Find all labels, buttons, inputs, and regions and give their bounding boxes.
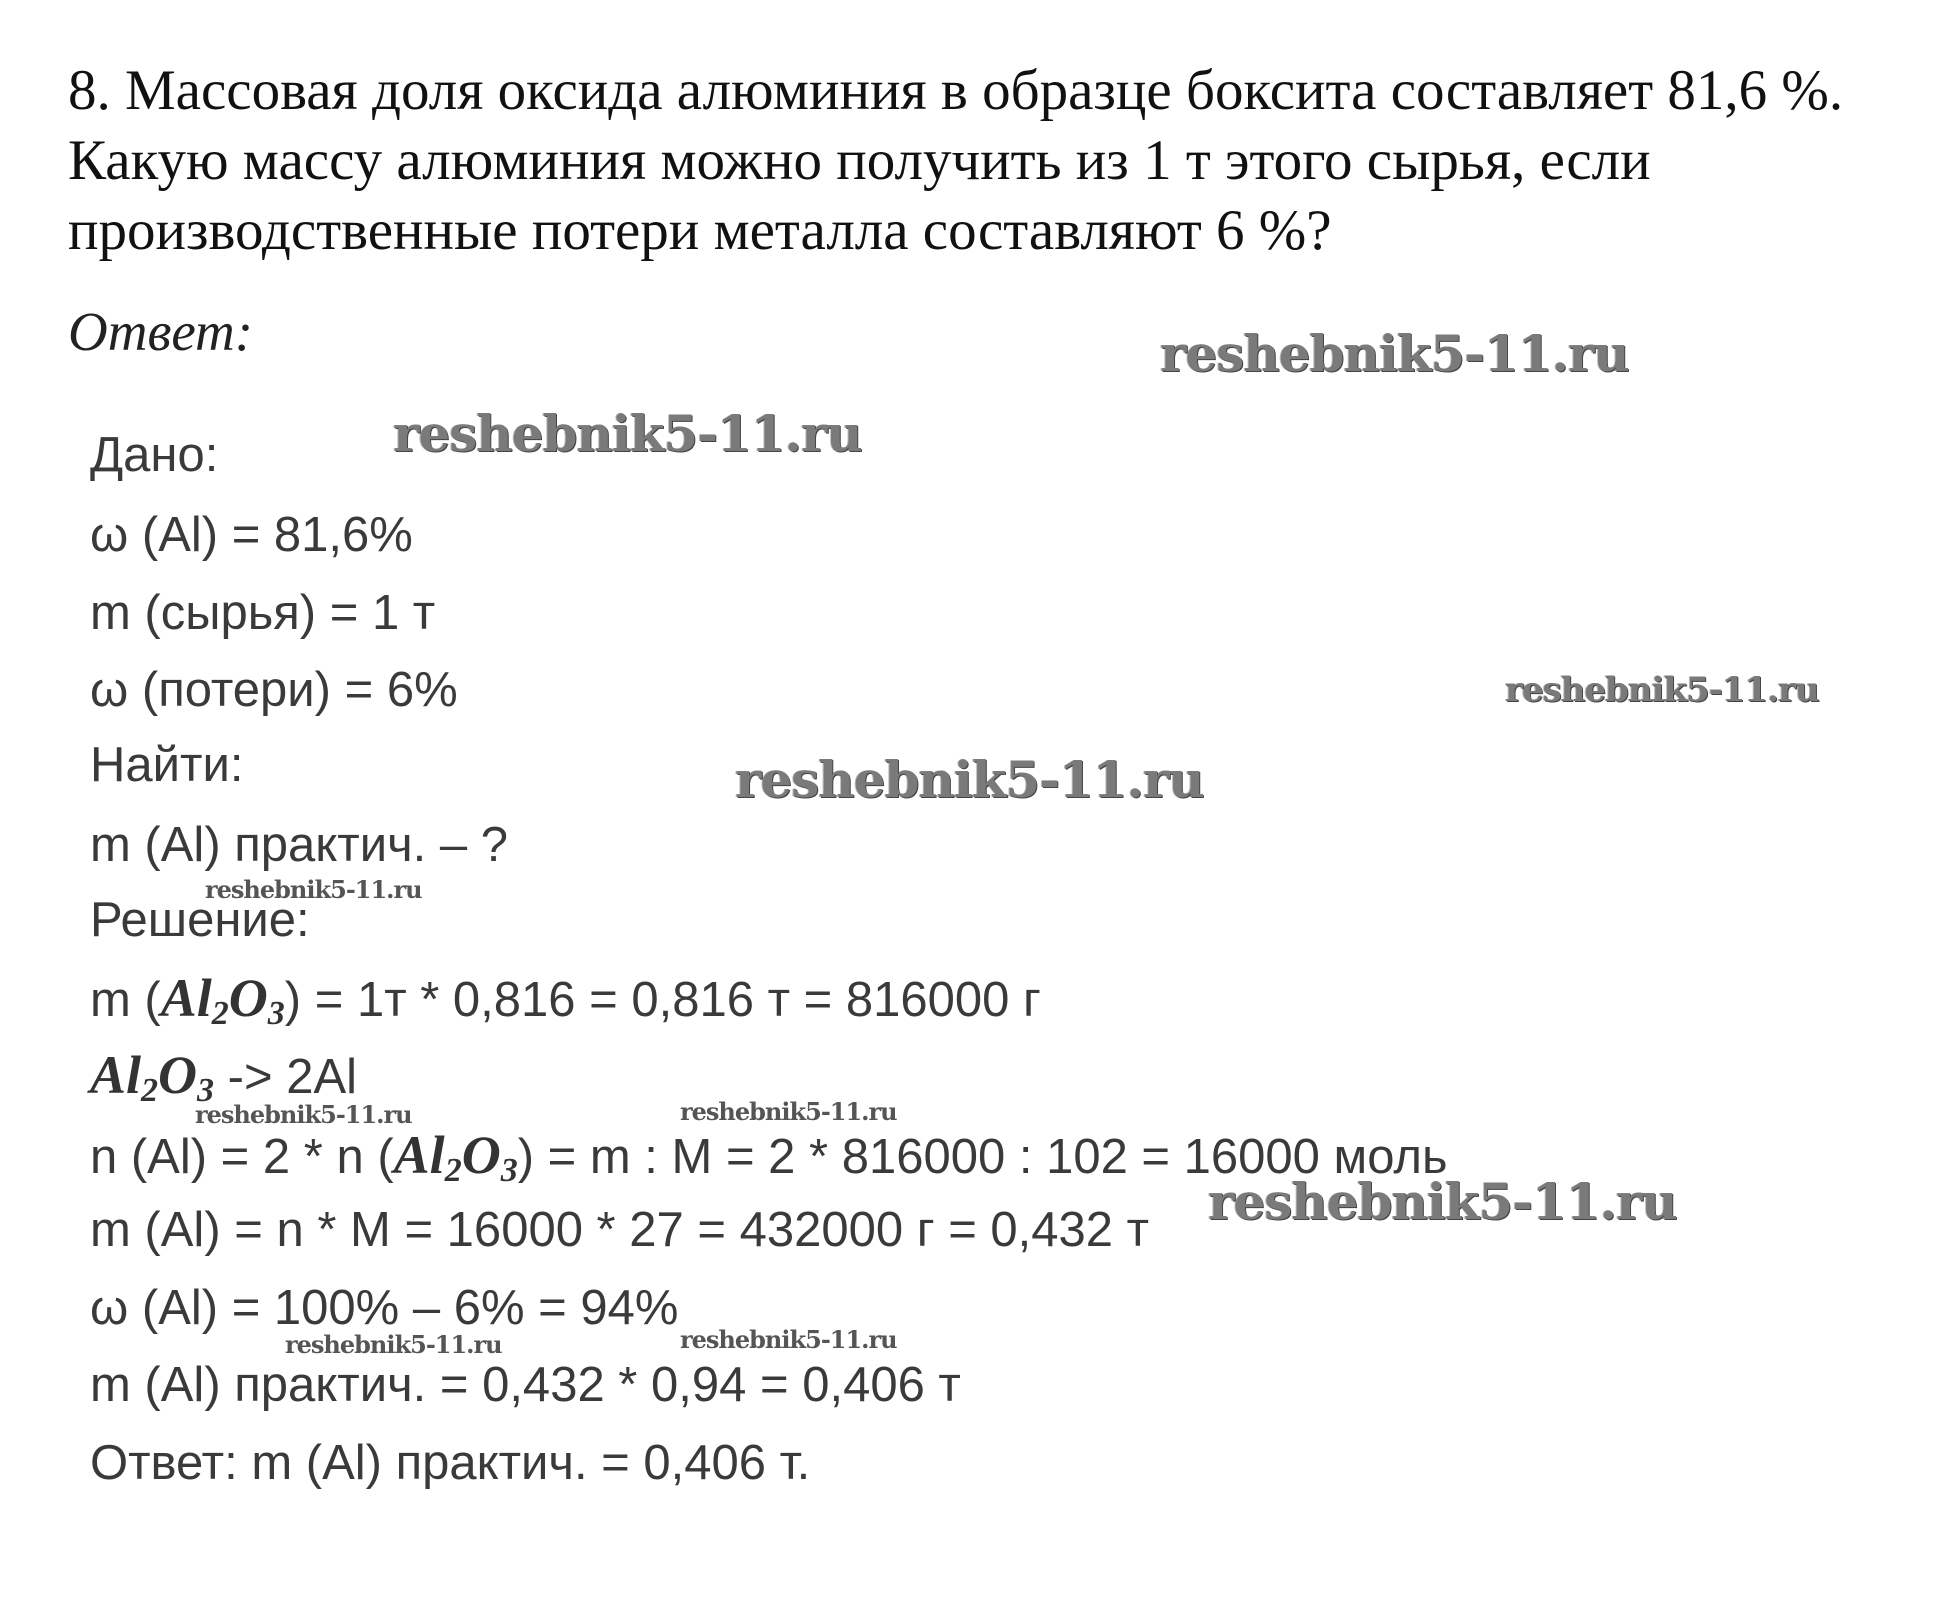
step-oxide-mass-prefix: m ( — [90, 973, 161, 1027]
watermark-text: reshebnik5-11.ru — [205, 875, 422, 904]
given-losses: ω (потери) = 6% — [90, 663, 458, 717]
watermark-text: reshebnik5-11.ru — [1505, 670, 1819, 710]
formula-o: O — [228, 968, 268, 1028]
step-yield-fraction: ω (Al) = 100% – 6% = 94% — [90, 1281, 679, 1335]
formula-al2o3 — [90, 1045, 215, 1109]
formula-al-sub: 2 — [211, 995, 229, 1032]
step-moles-prefix: n (Al) = 2 * n ( — [90, 1130, 394, 1184]
watermark-text: reshebnik5-11.ru — [680, 1325, 897, 1354]
formula-o-sub: 3 — [267, 995, 285, 1032]
problem-line-2: Какую массу алюминия можно получить из 1 т этого сырья, если — [68, 129, 1651, 192]
step-reaction-ratio-suffix: -> 2Al — [214, 1050, 358, 1104]
step-aluminium-mass: m (Al) = n * M = 16000 * 27 = 432000 г = 0,432 т — [90, 1203, 1150, 1257]
solution-heading: Решение: — [90, 893, 310, 947]
formula-o-sub: 3 — [500, 1152, 518, 1189]
formula-o-sub: 3 — [197, 1072, 215, 1109]
formula-o: O — [158, 1045, 198, 1105]
formula-al: Al — [160, 968, 212, 1028]
step-moles-suffix: ) = m : M = 2 * 816000 : 102 = 16000 моль — [517, 1130, 1448, 1184]
given-mass-fraction: ω (Al) = 81,6% — [90, 508, 413, 562]
find-heading: Найти: — [90, 738, 244, 792]
watermark-text: reshebnik5-11.ru — [1160, 324, 1629, 383]
formula-al-sub: 2 — [141, 1072, 159, 1109]
formula-al2o3 — [393, 1125, 518, 1189]
given-heading: Дано: — [90, 428, 219, 482]
formula-o: O — [461, 1125, 501, 1185]
step-oxide-mass-suffix: ) = 1т * 0,816 = 0,816 т = 816000 г — [284, 973, 1041, 1027]
answer-label: Ответ: — [68, 301, 254, 362]
watermark-text: reshebnik5-11.ru — [393, 404, 862, 463]
problem-statement — [68, 56, 1928, 266]
formula-al: Al — [90, 1045, 142, 1105]
watermark-text: reshebnik5-11.ru — [195, 1100, 412, 1129]
final-answer: Ответ: m (Al) практич. = 0,406 т. — [90, 1436, 811, 1490]
formula-al2o3 — [160, 968, 285, 1032]
step-practical-mass: m (Al) практич. = 0,432 * 0,94 = 0,406 т — [90, 1358, 961, 1412]
formula-al: Al — [393, 1125, 445, 1185]
watermark-text: reshebnik5-11.ru — [680, 1097, 897, 1126]
watermark-text: reshebnik5-11.ru — [285, 1330, 502, 1359]
step-oxide-mass — [90, 968, 1041, 1044]
watermark-text: reshebnik5-11.ru — [735, 750, 1204, 809]
watermark-text: reshebnik5-11.ru — [1208, 1172, 1677, 1231]
given-raw-mass: m (сырья) = 1 т — [90, 586, 436, 640]
problem-line-3: производственные потери металла составляют 6 %? — [68, 199, 1332, 262]
problem-line-1: 8. Массовая доля оксида алюминия в образце боксита составляет 81,6 %. — [68, 59, 1844, 122]
formula-al-sub: 2 — [444, 1152, 462, 1189]
find-target: m (Al) практич. – ? — [90, 818, 508, 872]
